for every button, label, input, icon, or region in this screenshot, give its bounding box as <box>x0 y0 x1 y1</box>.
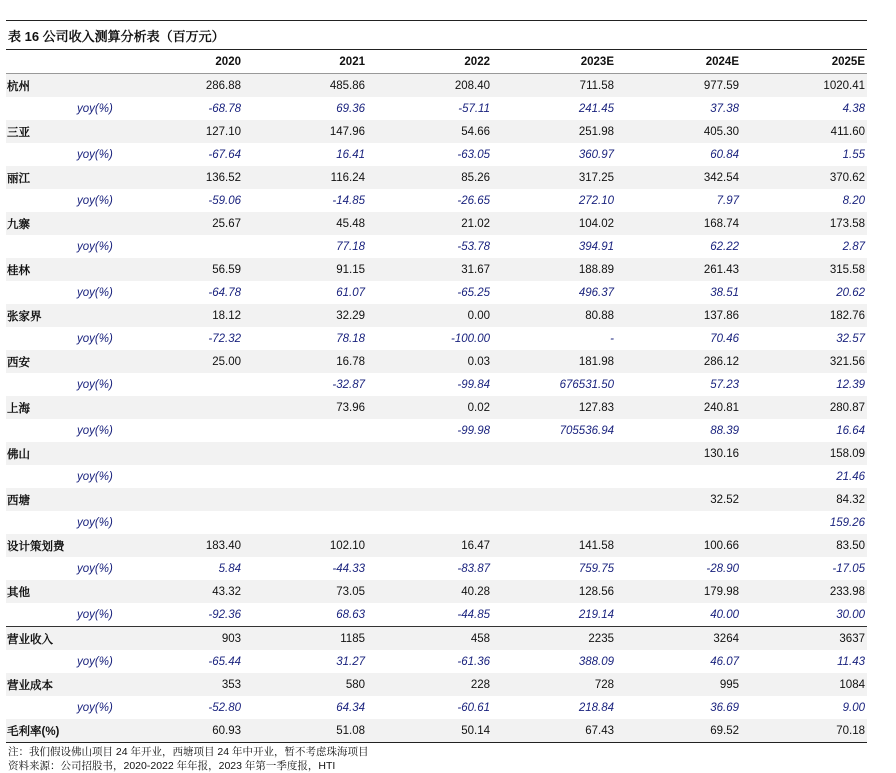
value-cell: 405.30 <box>616 120 741 143</box>
row-label: 其他 <box>6 580 128 603</box>
value-cell: 219.14 <box>578 608 614 621</box>
yoy-row <box>6 511 867 534</box>
value-cell: 45.48 <box>243 212 367 235</box>
table-row <box>6 442 867 465</box>
row-label: 九寨 <box>6 212 128 235</box>
value-cell: 70.46 <box>710 332 739 345</box>
value-cell: 88.39 <box>710 424 739 437</box>
row-label: 桂林 <box>6 258 128 281</box>
value-cell <box>128 396 243 419</box>
value-cell: 102.10 <box>243 534 367 557</box>
value-cell: 218.84 <box>578 701 614 714</box>
value-cell: 251.98 <box>492 120 616 143</box>
header-cell <box>6 50 128 74</box>
table-row <box>6 719 867 743</box>
value-cell: 7.97 <box>716 194 739 207</box>
header-cell: 2022 <box>367 50 492 74</box>
value-cell: 127.83 <box>492 396 616 419</box>
value-cell: 342.54 <box>616 166 741 189</box>
value-cell: 73.96 <box>243 396 367 419</box>
value-cell <box>492 442 616 465</box>
yoy-row <box>6 281 867 304</box>
value-cell: 580 <box>243 673 367 696</box>
value-cell: -83.87 <box>457 562 490 575</box>
value-cell: 100.66 <box>616 534 741 557</box>
value-cell: 37.38 <box>710 102 739 115</box>
value-cell: 69.36 <box>336 102 365 115</box>
value-cell: -65.25 <box>457 286 490 299</box>
value-cell: 485.86 <box>243 74 367 98</box>
value-cell: 394.91 <box>578 240 614 253</box>
value-cell: 40.28 <box>367 580 492 603</box>
value-cell: -92.36 <box>208 608 241 621</box>
value-cell: 181.98 <box>492 350 616 373</box>
row-label: 毛利率(%) <box>6 719 128 743</box>
value-cell <box>128 419 243 442</box>
value-cell <box>243 488 367 511</box>
value-cell: 321.56 <box>741 350 867 373</box>
value-cell: 388.09 <box>578 655 614 668</box>
value-cell: -52.80 <box>208 701 241 714</box>
value-cell: -99.84 <box>457 378 490 391</box>
value-cell <box>128 442 243 465</box>
value-cell: 16.64 <box>836 424 865 437</box>
value-cell: 127.10 <box>128 120 243 143</box>
table-row <box>6 166 867 189</box>
value-cell: 80.88 <box>492 304 616 327</box>
value-cell: 8.20 <box>842 194 865 207</box>
value-cell: -14.85 <box>332 194 365 207</box>
value-cell: 38.51 <box>710 286 739 299</box>
value-cell: 25.00 <box>128 350 243 373</box>
value-cell <box>128 465 243 488</box>
value-cell: 69.52 <box>616 719 741 743</box>
value-cell: 728 <box>492 673 616 696</box>
value-cell: 11.43 <box>837 655 865 668</box>
value-cell <box>616 465 741 488</box>
value-cell: 128.56 <box>492 580 616 603</box>
value-cell: 147.96 <box>243 120 367 143</box>
value-cell: 70.18 <box>741 719 867 743</box>
value-cell: 61.07 <box>336 286 365 299</box>
value-cell: -17.05 <box>832 562 865 575</box>
value-cell: 31.27 <box>336 655 365 668</box>
yoy-row <box>6 373 867 396</box>
note-line: 注：我们假设佛山项目 24 年开业，西塘项目 24 年中开业，暂不考虑珠海项目 <box>8 746 369 758</box>
value-cell: 3637 <box>741 627 867 651</box>
yoy-label: yoy(%) <box>77 286 113 299</box>
value-cell <box>243 511 367 534</box>
value-cell <box>128 488 243 511</box>
value-cell: 91.15 <box>243 258 367 281</box>
value-cell: 16.47 <box>367 534 492 557</box>
value-cell: 56.59 <box>128 258 243 281</box>
value-cell <box>367 488 492 511</box>
table-row <box>6 534 867 557</box>
value-cell: 188.89 <box>492 258 616 281</box>
revenue-table <box>6 50 867 743</box>
value-cell: -32.87 <box>332 378 365 391</box>
table-row <box>6 673 867 696</box>
row-label: 营业成本 <box>6 673 128 696</box>
value-cell: 78.18 <box>336 332 365 345</box>
yoy-label: yoy(%) <box>77 701 113 714</box>
value-cell: 67.43 <box>492 719 616 743</box>
value-cell: -59.06 <box>208 194 241 207</box>
value-cell: 83.50 <box>741 534 867 557</box>
header-cell: 2025E <box>741 50 867 74</box>
header-cell: 2020 <box>128 50 243 74</box>
yoy-label: yoy(%) <box>77 378 113 391</box>
yoy-row <box>6 97 867 120</box>
yoy-label: yoy(%) <box>77 608 113 621</box>
value-cell: -44.33 <box>332 562 365 575</box>
row-label: 西塘 <box>6 488 128 511</box>
value-cell: -72.32 <box>208 332 241 345</box>
notes <box>6 745 867 773</box>
value-cell: 77.18 <box>336 240 365 253</box>
table-title: 表 16 公司收入测算分析表（百万元） <box>6 20 867 50</box>
value-cell: 676531.50 <box>559 378 614 391</box>
value-cell: 1.55 <box>842 148 865 161</box>
table-body <box>6 74 867 743</box>
table-row <box>6 396 867 419</box>
value-cell: 46.07 <box>710 655 739 668</box>
value-cell: 183.40 <box>128 534 243 557</box>
value-cell: 9.00 <box>842 701 865 714</box>
value-cell <box>492 465 616 488</box>
value-cell: 0.03 <box>367 350 492 373</box>
value-cell: 20.62 <box>836 286 865 299</box>
value-cell: -28.90 <box>706 562 739 575</box>
value-cell: 32.29 <box>243 304 367 327</box>
row-label: 张家界 <box>6 304 128 327</box>
yoy-label: yoy(%) <box>77 240 113 253</box>
row-label: 丽江 <box>6 166 128 189</box>
value-cell <box>128 511 243 534</box>
value-cell <box>128 235 243 258</box>
value-cell: -65.44 <box>208 655 241 668</box>
value-cell <box>243 419 367 442</box>
value-cell: 179.98 <box>616 580 741 603</box>
value-cell: 68.63 <box>336 608 365 621</box>
value-cell: 280.87 <box>741 396 867 419</box>
value-cell: 16.78 <box>243 350 367 373</box>
value-cell <box>367 511 492 534</box>
row-label: 设计策划费 <box>6 534 128 557</box>
row-label: 营业收入 <box>6 627 128 651</box>
value-cell: 977.59 <box>616 74 741 98</box>
value-cell: 104.02 <box>492 212 616 235</box>
yoy-row <box>6 327 867 350</box>
value-cell: 286.12 <box>616 350 741 373</box>
value-cell: 21.02 <box>367 212 492 235</box>
value-cell <box>492 511 616 534</box>
table-row <box>6 488 867 511</box>
value-cell: 2235 <box>492 627 616 651</box>
value-cell: 57.23 <box>710 378 739 391</box>
value-cell: 158.09 <box>741 442 867 465</box>
value-cell: - <box>610 332 614 345</box>
value-cell <box>243 442 367 465</box>
value-cell: 182.76 <box>741 304 867 327</box>
value-cell: 60.84 <box>710 148 739 161</box>
table-row <box>6 627 867 651</box>
value-cell: 360.97 <box>578 148 614 161</box>
header-row <box>6 50 867 74</box>
value-cell: -99.98 <box>457 424 490 437</box>
yoy-row <box>6 189 867 212</box>
value-cell: 43.32 <box>128 580 243 603</box>
value-cell: -44.85 <box>457 608 490 621</box>
value-cell <box>616 511 741 534</box>
yoy-row <box>6 465 867 488</box>
yoy-label: yoy(%) <box>77 470 113 483</box>
value-cell: 16.41 <box>336 148 365 161</box>
value-cell: 496.37 <box>578 286 614 299</box>
value-cell: 32.52 <box>616 488 741 511</box>
value-cell: 1020.41 <box>741 74 867 98</box>
value-cell: 353 <box>128 673 243 696</box>
value-cell: 173.58 <box>741 212 867 235</box>
value-cell: 228 <box>367 673 492 696</box>
table-row <box>6 258 867 281</box>
yoy-label: yoy(%) <box>77 424 113 437</box>
value-cell: 0.00 <box>367 304 492 327</box>
table-row <box>6 212 867 235</box>
value-cell: -60.61 <box>457 701 490 714</box>
value-cell: 458 <box>367 627 492 651</box>
value-cell: 137.86 <box>616 304 741 327</box>
yoy-label: yoy(%) <box>77 562 113 575</box>
value-cell: 18.12 <box>128 304 243 327</box>
table-row <box>6 74 867 98</box>
yoy-row <box>6 235 867 258</box>
yoy-row <box>6 557 867 580</box>
header-cell: 2024E <box>616 50 741 74</box>
value-cell: 233.98 <box>741 580 867 603</box>
value-cell: 995 <box>616 673 741 696</box>
yoy-row <box>6 419 867 442</box>
table-row <box>6 350 867 373</box>
value-cell: 208.40 <box>367 74 492 98</box>
value-cell: 84.32 <box>741 488 867 511</box>
value-cell: 370.62 <box>741 166 867 189</box>
report-table-section <box>6 20 867 773</box>
value-cell: -67.64 <box>208 148 241 161</box>
value-cell: 4.38 <box>842 102 865 115</box>
header-cell: 2023E <box>492 50 616 74</box>
value-cell: 241.45 <box>578 102 614 115</box>
value-cell: 60.93 <box>128 719 243 743</box>
yoy-row <box>6 143 867 166</box>
value-cell: -68.78 <box>208 102 241 115</box>
row-label: 西安 <box>6 350 128 373</box>
value-cell: 136.52 <box>128 166 243 189</box>
table-row <box>6 304 867 327</box>
value-cell: 51.08 <box>243 719 367 743</box>
value-cell: 73.05 <box>243 580 367 603</box>
table-row <box>6 580 867 603</box>
value-cell: 62.22 <box>710 240 739 253</box>
value-cell: 12.39 <box>836 378 865 391</box>
yoy-row <box>6 650 867 673</box>
value-cell: 141.58 <box>492 534 616 557</box>
value-cell: 261.43 <box>616 258 741 281</box>
value-cell: 240.81 <box>616 396 741 419</box>
value-cell: -64.78 <box>208 286 241 299</box>
value-cell: 36.69 <box>710 701 739 714</box>
value-cell: 315.58 <box>741 258 867 281</box>
yoy-label: yoy(%) <box>77 332 113 345</box>
source-line: 资料来源：公司招股书，2020-2022 年年报，2023 年第一季度报，HTI <box>8 760 336 772</box>
value-cell: -61.36 <box>457 655 490 668</box>
value-cell: 272.10 <box>578 194 614 207</box>
value-cell <box>367 465 492 488</box>
value-cell <box>243 465 367 488</box>
value-cell: 711.58 <box>492 74 616 98</box>
yoy-label: yoy(%) <box>77 655 113 668</box>
table-row <box>6 120 867 143</box>
header-cell: 2021 <box>243 50 367 74</box>
value-cell: -63.05 <box>457 148 490 161</box>
value-cell: 3264 <box>616 627 741 651</box>
yoy-label: yoy(%) <box>77 102 113 115</box>
row-label: 上海 <box>6 396 128 419</box>
value-cell <box>367 442 492 465</box>
value-cell: 759.75 <box>578 562 614 575</box>
row-label: 佛山 <box>6 442 128 465</box>
value-cell: 411.60 <box>741 120 867 143</box>
value-cell: 0.02 <box>367 396 492 419</box>
value-cell: 40.00 <box>710 608 739 621</box>
yoy-label: yoy(%) <box>77 148 113 161</box>
value-cell <box>492 488 616 511</box>
value-cell: 317.25 <box>492 166 616 189</box>
value-cell: -26.65 <box>457 194 490 207</box>
value-cell: 31.67 <box>367 258 492 281</box>
value-cell: 159.26 <box>829 516 865 529</box>
value-cell: 168.74 <box>616 212 741 235</box>
value-cell: -100.00 <box>450 332 490 345</box>
value-cell: 30.00 <box>836 608 865 621</box>
value-cell: 286.88 <box>128 74 243 98</box>
yoy-label: yoy(%) <box>77 194 113 207</box>
value-cell: 130.16 <box>616 442 741 465</box>
value-cell: 54.66 <box>367 120 492 143</box>
value-cell: 25.67 <box>128 212 243 235</box>
value-cell: 116.24 <box>243 166 367 189</box>
value-cell: 32.57 <box>836 332 865 345</box>
value-cell: 21.46 <box>836 470 865 483</box>
value-cell: 903 <box>128 627 243 651</box>
row-label: 三亚 <box>6 120 128 143</box>
yoy-label: yoy(%) <box>77 516 113 529</box>
value-cell: 1185 <box>243 627 367 651</box>
value-cell: 2.87 <box>842 240 865 253</box>
value-cell: 50.14 <box>367 719 492 743</box>
value-cell: -53.78 <box>457 240 490 253</box>
yoy-row <box>6 603 867 627</box>
row-label: 杭州 <box>6 74 128 98</box>
value-cell: 705536.94 <box>559 424 614 437</box>
value-cell <box>128 373 243 396</box>
value-cell: 1084 <box>741 673 867 696</box>
value-cell: -57.11 <box>458 102 490 115</box>
value-cell: 64.34 <box>336 701 365 714</box>
value-cell: 5.84 <box>218 562 241 575</box>
value-cell: 85.26 <box>367 166 492 189</box>
yoy-row <box>6 696 867 719</box>
